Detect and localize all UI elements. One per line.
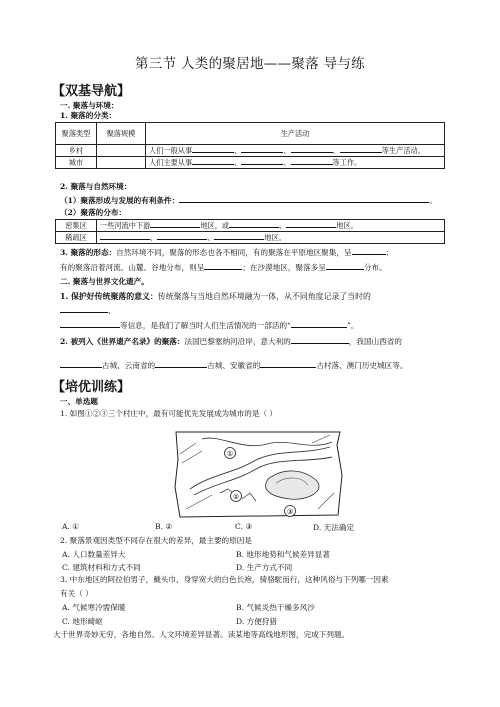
blank-line <box>192 157 234 165</box>
table-header-type: 聚落类型 <box>56 123 97 145</box>
table-cell-rural-activity: 人们一般从事 、 、 、 等生产活动。 <box>146 145 445 157</box>
question-label: 2. 被列入《世界遗产名录》的聚落： <box>60 337 185 346</box>
blank-line <box>291 336 349 344</box>
table-text: 地区。 <box>264 233 286 242</box>
blank-line <box>192 145 234 153</box>
section-heading-exercises: 【培优训练】 <box>52 380 131 395</box>
q3-option-d[interactable]: D. 方便狩猎 <box>236 617 278 626</box>
subheading-classification: 1. 聚落的分类： <box>60 111 117 120</box>
q2-option-a[interactable]: A. 人口数量差异大 <box>62 550 126 559</box>
question-text: 有的聚落沿着河流、山麓、谷地分布，则呈 <box>60 263 205 272</box>
question-text: ； <box>385 248 394 257</box>
section-heading-basics: 【双基导航】 <box>52 84 131 99</box>
blank-line <box>155 360 207 368</box>
blank-line <box>204 262 242 270</box>
question-favorable-conditions: （1）聚落形成与发展的有利条件： 。 <box>60 196 437 205</box>
blank-line <box>241 157 283 165</box>
question-2: 2. 聚落景观因类型不同存在很大的差异，最主要的原因是 <box>60 536 252 545</box>
table-header-activity: 生产活动 <box>146 123 445 145</box>
blank-line <box>241 145 283 153</box>
q3-option-a[interactable]: A. 气候寒冷需保暖 <box>62 603 126 612</box>
q3-option-c[interactable]: C. 地形崎岖 <box>62 617 103 626</box>
subheading-natural-environment: 2. 聚落与自然环境： <box>60 182 132 191</box>
blank-line <box>100 232 150 240</box>
question-text: 传统聚落与当地自然环境融为一体，从不同角度记录了当时的 <box>157 292 371 301</box>
question-text: 古城、云南省的 <box>102 361 156 370</box>
blank-line <box>60 305 108 313</box>
question-label: 1. 保护好传统聚落的意义： <box>60 292 158 301</box>
question-text: 法国巴黎塞纳河沿岸，意大利的 <box>184 337 291 346</box>
map-label: ② <box>232 493 240 501</box>
table-cell-sparse-text: 、 、 地区。 <box>97 232 445 244</box>
question-text: ”。 <box>346 321 359 330</box>
question-3: 3. 中东地区的阿拉伯男子，戴头巾、身穿宽大的白色长袍，骑骆駝而行，这种风俗与下列哪一因素 <box>60 575 389 584</box>
passage-intro: 大千世界奇妙无穷，各地自然、人文环境差异显著。读某地等高线地形图，完成下列题。 <box>53 630 350 639</box>
table-cell-rural: 乡村 <box>56 145 97 157</box>
question-preservation <box>60 292 448 302</box>
question-1: 1. 如图①②③三个村庄中，最有可能优先发展成为城市的是（ ） <box>60 409 278 418</box>
question-text: ，我国山西省的 <box>348 337 402 346</box>
question-text: 自然环境不同，聚落的形态也各不相同，有的聚落在平原地区聚集，呈 <box>116 248 352 257</box>
classification-table <box>55 122 445 169</box>
question-text: 等信息，是我们了解当时人们生活情况的一部活的“ <box>120 321 291 330</box>
q1-option-a[interactable]: A. ① <box>62 522 80 531</box>
table-cell-blank <box>97 157 146 169</box>
blank-line <box>60 320 120 328</box>
table-cell-city-activity: 人们主要从事 、 、 等工作。 <box>146 157 445 169</box>
distribution-table <box>55 219 445 244</box>
question-preservation-blank <box>60 305 448 316</box>
question-settlement-form <box>60 247 448 258</box>
part-heading-single-choice: 一、单选题 <box>60 397 98 406</box>
blank-line <box>214 232 264 240</box>
q3-option-b[interactable]: B. 气候炎热干燥多风沙 <box>236 603 315 612</box>
q2-option-d[interactable]: D. 生产方式不同 <box>236 563 293 572</box>
question-heritage-list-cont <box>60 360 448 371</box>
blank-line <box>157 232 207 240</box>
q1-option-d[interactable]: D. 无法确定 <box>313 523 355 532</box>
table-text: 等生产活动。 <box>381 146 425 155</box>
map-label: ③ <box>286 508 294 516</box>
question-settlement-form-cont <box>60 262 448 273</box>
table-text: 地区，或 <box>200 221 230 230</box>
blank-line <box>229 220 279 228</box>
q1-option-c[interactable]: C. ③ <box>235 522 253 531</box>
table-header-scale: 聚落规模 <box>97 123 146 145</box>
table-cell-sparse: 稀疏区 <box>56 232 97 244</box>
blank-line <box>291 320 347 328</box>
part-heading-world-heritage: 二. 聚落与世界文化遗产。 <box>60 277 149 286</box>
question-distribution: （2）聚落的分布： <box>60 208 127 217</box>
question-label: （1）聚落形成与发展的有利条件： <box>60 196 180 205</box>
question-text: 、 <box>108 306 116 315</box>
table-text: 地区。 <box>336 221 358 230</box>
part-heading-settlement-environment: 一. 聚落与环境： <box>60 101 119 110</box>
map-label: ① <box>226 450 234 458</box>
table-cell-blank <box>97 145 146 157</box>
table-cell-dense: 密集区 <box>56 220 97 232</box>
question-text: ；在沙漠地区，聚落多呈 <box>242 263 326 272</box>
blank-line <box>326 262 364 270</box>
table-cell-dense-text: 一些河流中下游 地区，或 、 地区。 <box>97 220 445 232</box>
table-text: 等工作。 <box>332 158 362 167</box>
blank-line <box>286 220 336 228</box>
table-cell-city: 城市 <box>56 157 97 169</box>
question-heritage-list <box>60 336 448 347</box>
blank-line <box>340 145 382 153</box>
page-title: 第三节 人类的聚居地——聚落 导与练 <box>135 56 365 72</box>
question-text: 古村落、澳门历史城区等。 <box>316 361 408 370</box>
blank-line <box>260 360 316 368</box>
blank-line <box>179 195 429 203</box>
question-text: 古城、安徽省的 <box>207 361 261 370</box>
blank-line <box>60 360 102 368</box>
q2-option-c[interactable]: C. 建筑材料和方式不同 <box>62 563 141 572</box>
blank-line <box>352 247 386 255</box>
table-text: 人们主要从事 <box>149 158 193 167</box>
table-text: 人们一般从事 <box>149 146 193 155</box>
q1-option-b[interactable]: B. ② <box>155 522 173 531</box>
question-text: 分布。 <box>363 263 387 272</box>
village-map-figure <box>172 429 344 519</box>
question-preservation-cont <box>60 320 448 331</box>
table-text: 一些河流中下游 <box>100 221 151 230</box>
question-label: 3. 聚落的形态： <box>60 248 117 257</box>
q2-option-b[interactable]: B. 地形地势和气候差异显著 <box>236 550 330 559</box>
blank-line <box>291 157 333 165</box>
blank-line <box>291 145 333 153</box>
question-3-cont: 有关（ ） <box>60 589 93 598</box>
blank-line <box>150 220 200 228</box>
